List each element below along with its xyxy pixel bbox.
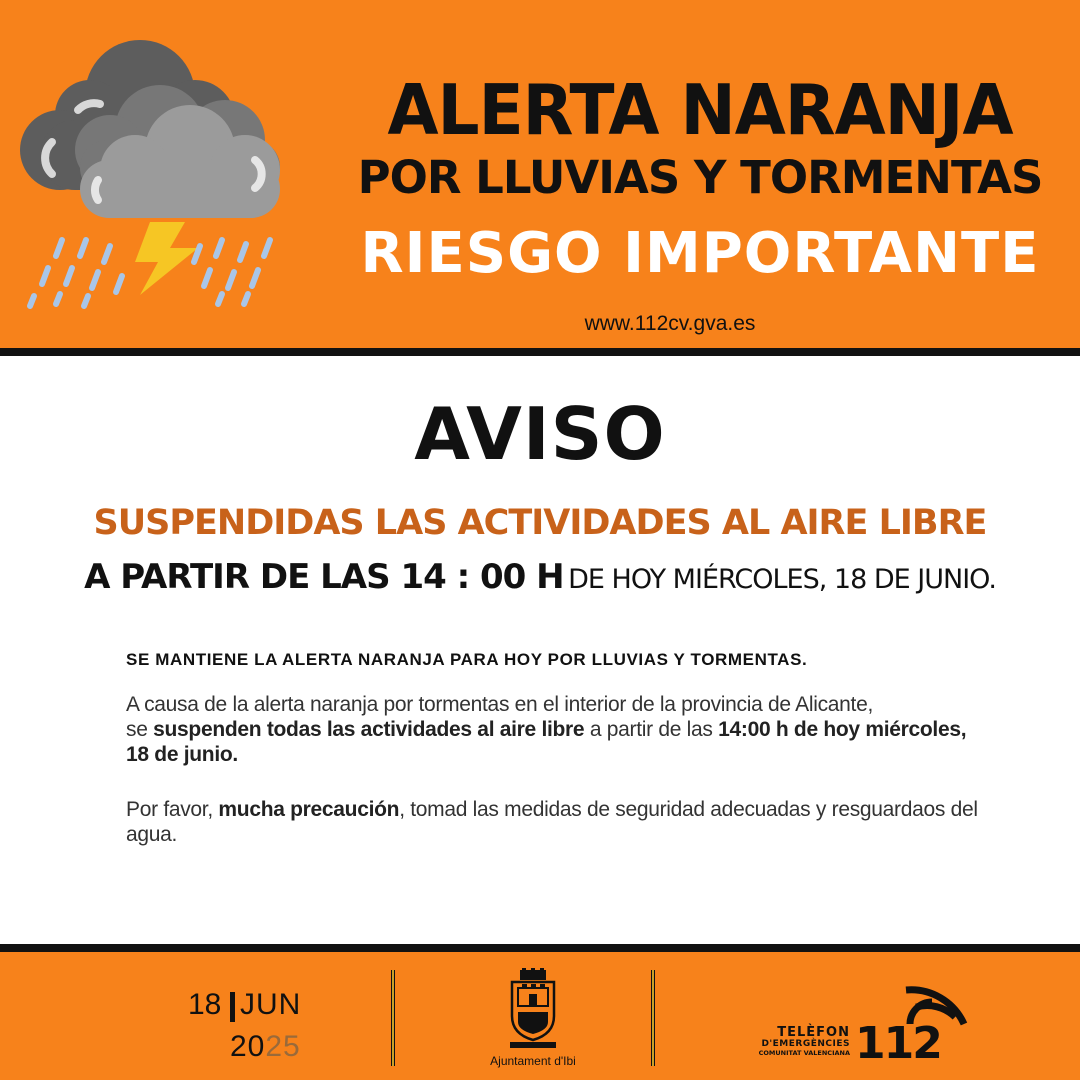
date-year-main: 20 bbox=[230, 1030, 266, 1063]
suspension-time-strong: A PARTIR DE LAS 14 : 00 H bbox=[84, 557, 564, 597]
date-separator bbox=[230, 992, 235, 1022]
town-hall-label: Ajuntament d'Ibi bbox=[490, 1054, 576, 1068]
tel-line-1: TELÈFON bbox=[777, 1025, 850, 1040]
website-link[interactable]: www.112cv.gva.es bbox=[584, 312, 756, 335]
date-year-faded: 25 bbox=[265, 1030, 301, 1063]
p1-bold-c: suspenden todas las actividades al aire libre bbox=[153, 718, 585, 741]
emergency-number: 112 bbox=[855, 1018, 941, 1069]
emergency-phone-label bbox=[740, 1026, 850, 1057]
signal-waves-icon bbox=[900, 984, 970, 1044]
body-paragraph-2 bbox=[126, 797, 986, 847]
town-crest-icon bbox=[506, 968, 560, 1050]
footer-divider bbox=[0, 944, 1080, 952]
date-day: 18 bbox=[188, 988, 222, 1021]
suspension-time bbox=[0, 557, 1080, 597]
p1-text-d: a partir de las bbox=[584, 718, 719, 741]
p2-text-c: , tomad las medidas de seguridad adecuadas y resguardaos del agua. bbox=[126, 798, 978, 846]
date-year bbox=[230, 1030, 301, 1064]
p2-text-a: Por favor, bbox=[126, 798, 219, 821]
notice-heading: AVISO bbox=[414, 392, 666, 476]
tel-line-3: COMUNITAT VALENCIANA bbox=[758, 1049, 850, 1057]
footer-separator-right bbox=[651, 970, 655, 1066]
risk-level: RIESGO IMPORTANTE bbox=[360, 221, 1040, 286]
p2-bold-b: mucha precaución bbox=[218, 798, 400, 821]
date-month: JUN bbox=[240, 988, 302, 1021]
p1-text-b: se bbox=[126, 718, 154, 741]
suspension-date: DE HOY MIÉRCOLES, 18 DE JUNIO. bbox=[568, 564, 996, 595]
p1-text-a: A causa de la alerta naranja por tormentas en el interior de la provincia de Alicante, bbox=[126, 693, 873, 716]
body-heading: SE MANTIENE LA ALERTA NARANJA PARA HOY POR LLUVIAS Y TORMENTAS. bbox=[126, 650, 808, 669]
header-divider bbox=[0, 348, 1080, 356]
p1-bold-e: 14:00 h de hoy miércoles, 18 de junio. bbox=[126, 718, 967, 766]
tel-line-2: D'EMERGÈNCIES bbox=[761, 1039, 850, 1049]
notice-body bbox=[126, 650, 986, 847]
footer-separator-left bbox=[391, 970, 395, 1066]
body-paragraph-1 bbox=[126, 692, 986, 767]
storm-cloud-rain-lightning-icon bbox=[0, 0, 320, 320]
alert-subtitle: POR LLUVIAS Y TORMENTAS bbox=[357, 151, 1043, 204]
suspension-headline: SUSPENDIDAS LAS ACTIVIDADES AL AIRE LIBRE bbox=[93, 503, 987, 543]
alert-title: ALERTA NARANJA bbox=[387, 70, 1013, 151]
